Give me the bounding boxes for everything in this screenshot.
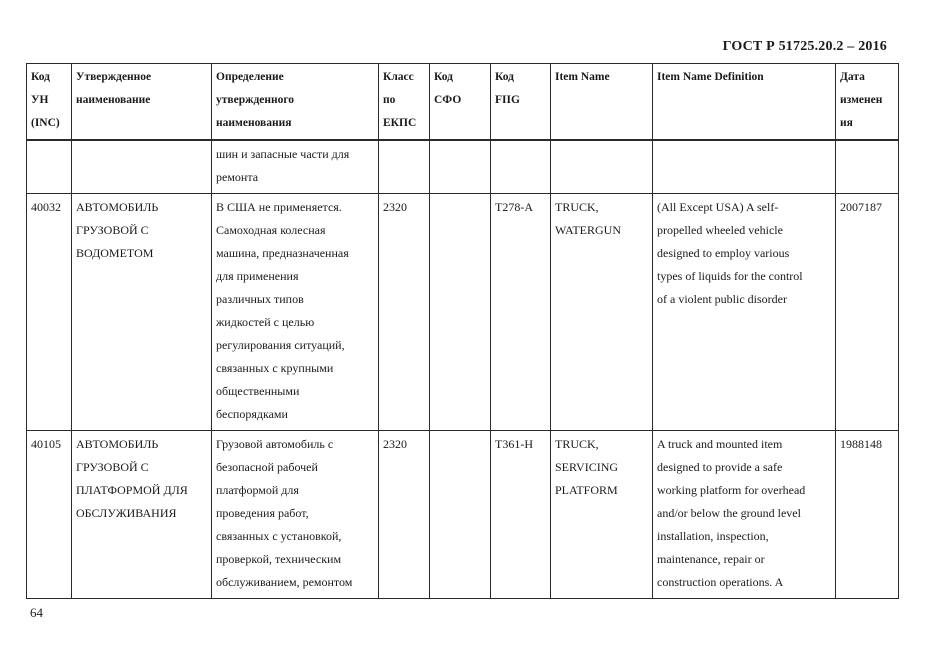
cell-inc [27,140,72,194]
continuation-row [27,140,899,194]
cell-fiig: T278-A [491,194,551,431]
cell-definition: шин и запасные части для ремонта [212,140,379,194]
header-row [27,64,899,141]
cell-definition: В США не применяется. Самоходная колесная машина, предназначенная для применения различных типов жидкостей с целью регулирования ситуаций, связанных с крупными общественными беспорядками [212,194,379,431]
header-name-definition: Определение утвержденного наименования [212,64,379,141]
cell-item-name: TRUCK, WATERGUN [551,194,653,431]
cell-sfo [430,194,491,431]
header-approved-name: Утвержденное наименование [72,64,212,141]
cell-date [836,140,899,194]
header-sfo: Код СФО [430,64,491,141]
cell-approved-name [72,140,212,194]
cell-approved-name: АВТОМОБИЛЬ ГРУЗОВОЙ С ВОДОМЕТОМ [72,194,212,431]
header-item-name-definition: Item Name Definition [653,64,836,141]
cell-fiig: T361-H [491,431,551,599]
cell-class [379,140,430,194]
header-change-date: Дата изменен ия [836,64,899,141]
cell-class: 2320 [379,194,430,431]
cell-sfo [430,140,491,194]
cell-item-name-definition [653,140,836,194]
header-inc: Код УН (INC) [27,64,72,141]
header-class: Класс по ЕКПС [379,64,430,141]
cell-inc: 40105 [27,431,72,599]
cell-date: 2007187 [836,194,899,431]
nomenclature-table [26,63,899,599]
table-row [27,194,899,431]
page-number: 64 [30,605,43,620]
cell-date: 1988148 [836,431,899,599]
cell-item-name: TRUCK, SERVICING PLATFORM [551,431,653,599]
cell-item-name-definition: (All Except USA) A self- propelled wheeled vehicle designed to employ various types of liquids for the control of a violent public disorder [653,194,836,431]
header-fiig: Код FIIG [491,64,551,141]
cell-definition: Грузовой автомобиль с безопасной рабочей платформой для проведения работ, связанных с установкой, проверкой, техническим обслуживанием, ремонтом [212,431,379,599]
document-code: ГОСТ Р 51725.20.2 – 2016 [722,39,887,54]
cell-fiig [491,140,551,194]
table-row [27,431,899,599]
cell-sfo [430,431,491,599]
cell-item-name-definition: A truck and mounted item designed to provide a safe working platform for overhead and/or below the ground level installation, inspection, maintenance, repair or construction operations. A [653,431,836,599]
cell-item-name [551,140,653,194]
cell-inc: 40032 [27,194,72,431]
header-item-name: Item Name [551,64,653,141]
cell-approved-name: АВТОМОБИЛЬ ГРУЗОВОЙ С ПЛАТФОРМОЙ ДЛЯ ОБСЛУЖИВАНИЯ [72,431,212,599]
cell-class: 2320 [379,431,430,599]
